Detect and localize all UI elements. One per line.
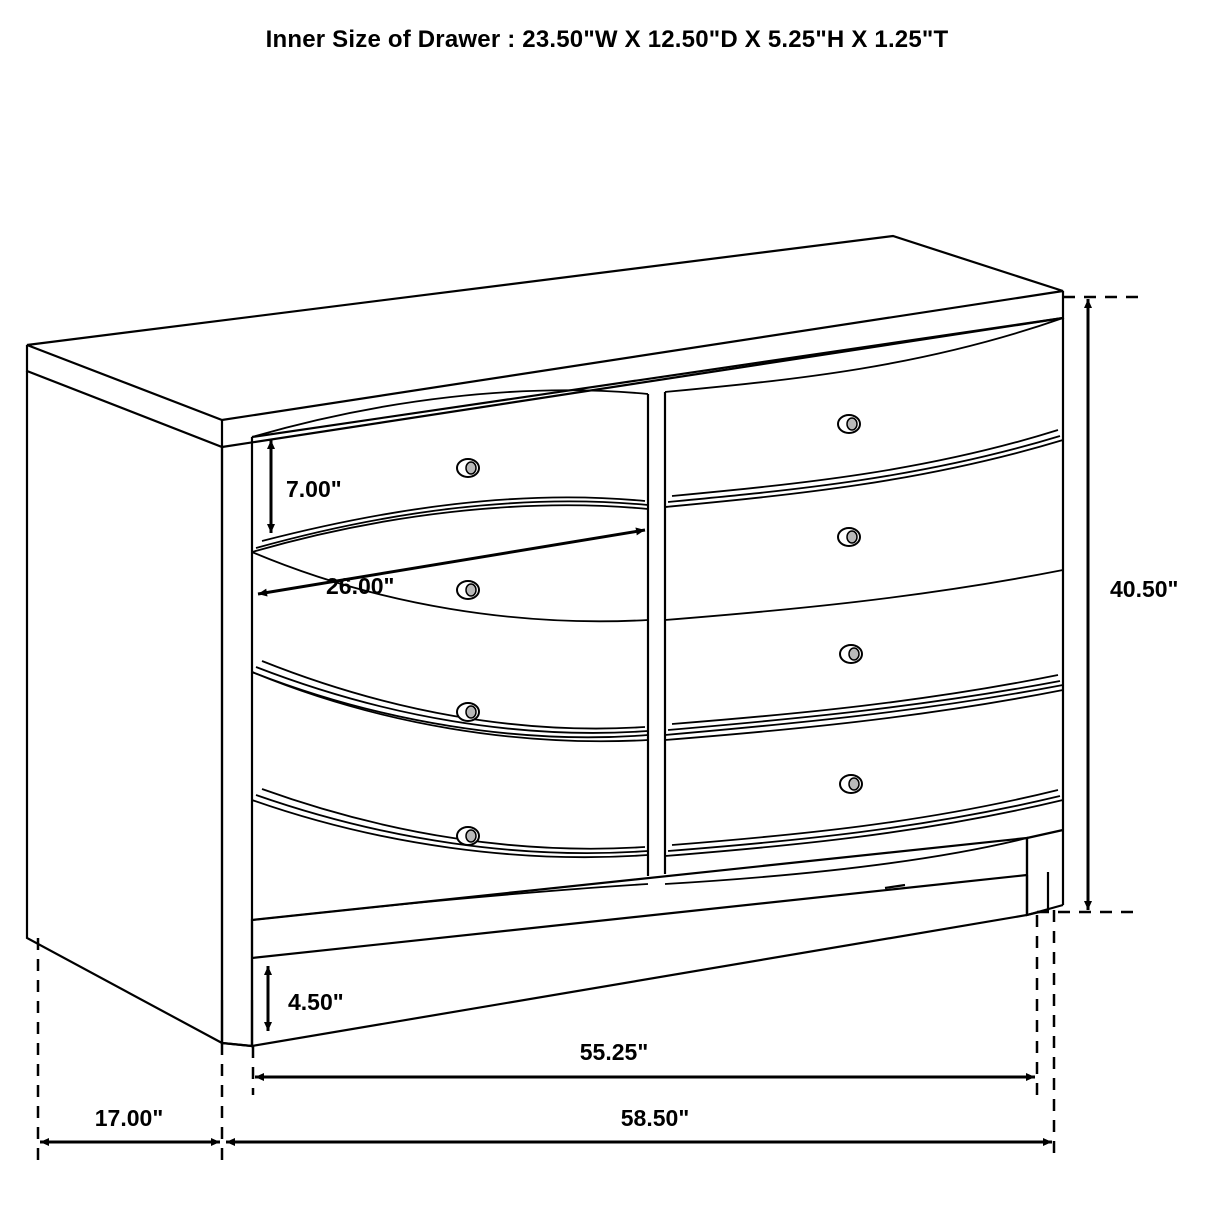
- dimension-total-height: [1037, 297, 1178, 912]
- dimension-label: 26.00": [326, 573, 395, 599]
- knob-icon: [838, 415, 860, 433]
- drawer-faces: [252, 318, 1063, 920]
- knob-icon: [457, 703, 479, 721]
- dimension-front-width: [253, 915, 1037, 1095]
- page-title: Inner Size of Drawer : 23.50"W X 12.50"D X 5.25"H X 1.25"T: [265, 26, 949, 53]
- dimension-label: 17.00": [94, 1105, 164, 1131]
- dimension-label: 40.50": [1110, 576, 1179, 602]
- knob-icon: [838, 528, 860, 546]
- legs: [222, 872, 1048, 1046]
- dimension-label: 58.50": [620, 1105, 690, 1131]
- knob-icon: [840, 645, 862, 663]
- drawer-knobs: [457, 415, 862, 845]
- dimension-drawer-height: [271, 440, 342, 533]
- dimension-leg-height: [268, 966, 344, 1031]
- center-divider: [648, 392, 665, 876]
- knob-icon: [840, 775, 862, 793]
- dimension-label: 55.25": [579, 1039, 649, 1065]
- dimension-label: 7.00": [286, 476, 342, 502]
- dimension-drawer-width: [258, 530, 645, 599]
- dimension-label: 4.50": [288, 989, 344, 1015]
- knob-icon: [457, 827, 479, 845]
- knob-icon: [457, 459, 479, 477]
- cabinet-outline: [27, 236, 1063, 1043]
- knob-icon: [457, 581, 479, 599]
- dimension-depth: [38, 938, 220, 1160]
